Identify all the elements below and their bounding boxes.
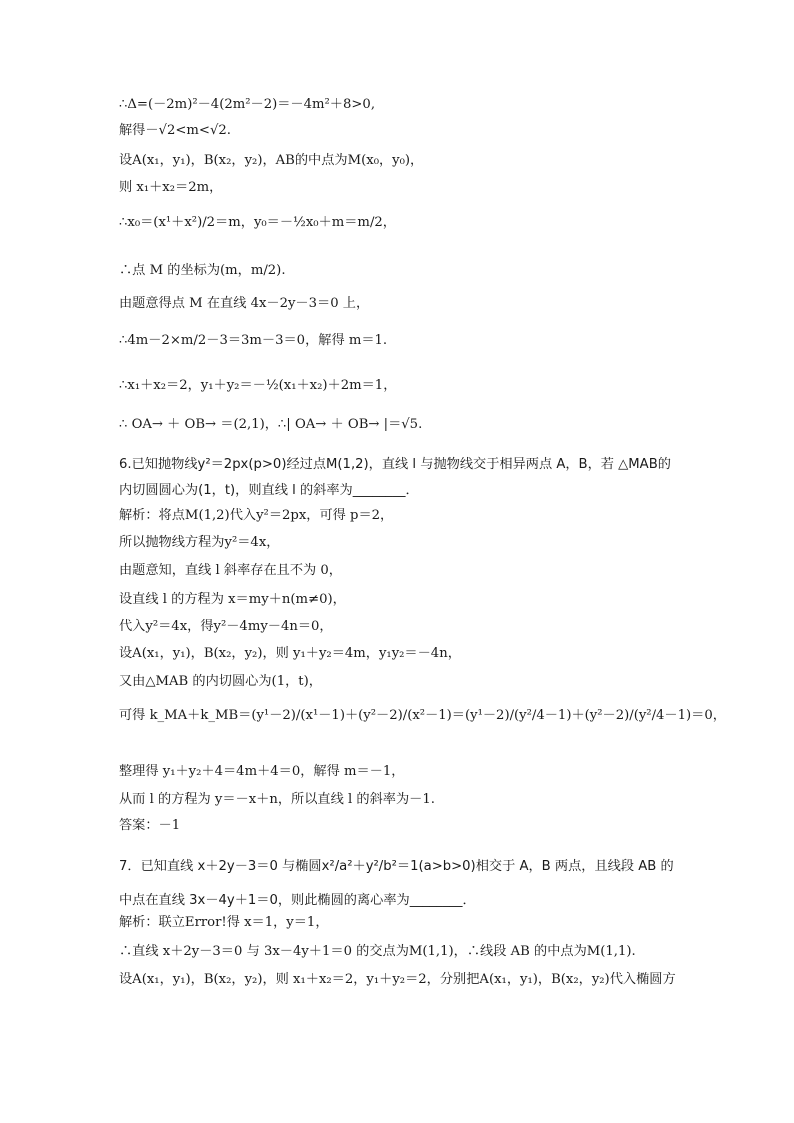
- text-line: 则 x₁＋x₂＝2m，: [119, 180, 223, 195]
- text-line: ∴x₁＋x₂＝2，y₁＋y₂＝－½(x₁＋x₂)＋2m＝1，: [119, 378, 397, 393]
- text-line: 可得 k_MA＋k_MB＝(y¹－2)/(x¹－1)＋(y²－2)/(x²－1)＝(y¹－2)/(y²/4－1)＋(y²－2)/(y²/4－1)＝0，: [119, 708, 726, 723]
- text-line: 从而 l 的方程为 y＝－x＋n，所以直线 l 的斜率为－1.: [119, 792, 435, 807]
- problem-7-statement: 7．已知直线 x＋2y－3＝0 与椭圆x²/a²＋y²/b²＝1(a>b>0)相交于 A，B 两点，且线段 AB 的中点在直线 3x－4y＋1＝0，则此椭圆的离心率为________．: [119, 859, 674, 908]
- text-line: ∴x₀＝(x¹＋x²)/2＝m，y₀＝－½x₀＋m＝m/2，: [119, 215, 396, 230]
- text-line: 由题意知，直线 l 斜率存在且不为 0，: [119, 563, 342, 578]
- text-line: 解析：联立Error!得 x＝1，y＝1，: [119, 915, 329, 930]
- text-line: ∴Δ=(－2m)²－4(2m²－2)＝－4m²＋8>0,: [119, 97, 376, 112]
- problem-6-statement: 6.已知抛物线y²＝2px(p>0)经过点M(1,2)，直线 l 与抛物线交于相异两点 A，B，若 △MAB的内切圆圆心为(1，t)，则直线 l 的斜率为________．: [119, 457, 671, 498]
- text-line: 解得－√2<m<√2.: [119, 123, 231, 138]
- text-line: 设A(x₁，y₁)，B(x₂，y₂)，则 x₁＋x₂＝2，y₁＋y₂＝2，分别把A(x₁，y₁)，B(x₂，y₂)代入椭圆方: [119, 972, 676, 987]
- text-line: 设A(x₁，y₁)，B(x₂，y₂)，AB的中点为M(x₀，y₀)，: [119, 153, 424, 168]
- text-line: 又由△MAB 的内切圆心为(1，t)，: [119, 674, 322, 689]
- text-line: 设A(x₁，y₁)，B(x₂，y₂)，则 y₁＋y₂＝4m，y₁y₂＝－4n，: [119, 646, 461, 661]
- answer-line: 答案：－1: [119, 818, 181, 833]
- text-line: 代入y²＝4x，得y²－4my－4n＝0，: [119, 619, 333, 634]
- text-line: 解析：将点M(1,2)代入y²＝2px，可得 p＝2，: [119, 508, 394, 523]
- text-line: 设直线 l 的方程为 x＝my＋n(m≠0)，: [119, 592, 346, 607]
- text-line: 所以抛物线方程为y²＝4x，: [119, 535, 280, 550]
- text-line: ∴直线 x＋2y－3＝0 与 3x－4y＋1＝0 的交点为M(1,1)，∴线段 AB 的中点为M(1,1).: [119, 944, 636, 959]
- text-line: ∴ OA→ ＋ OB→ ＝(2,1)，∴| OA→ ＋ OB→ |＝√5.: [119, 417, 423, 432]
- text-line: ∴4m－2×m/2－3＝3m－3＝0，解得 m＝1.: [119, 333, 388, 348]
- text-line: 整理得 y₁＋y₂＋4＝4m＋4＝0，解得 m＝－1，: [119, 764, 405, 779]
- text-line: ∴点 M 的坐标为(m，m/2).: [119, 263, 286, 278]
- text-line: 由题意得点 M 在直线 4x－2y－3＝0 上，: [119, 296, 370, 311]
